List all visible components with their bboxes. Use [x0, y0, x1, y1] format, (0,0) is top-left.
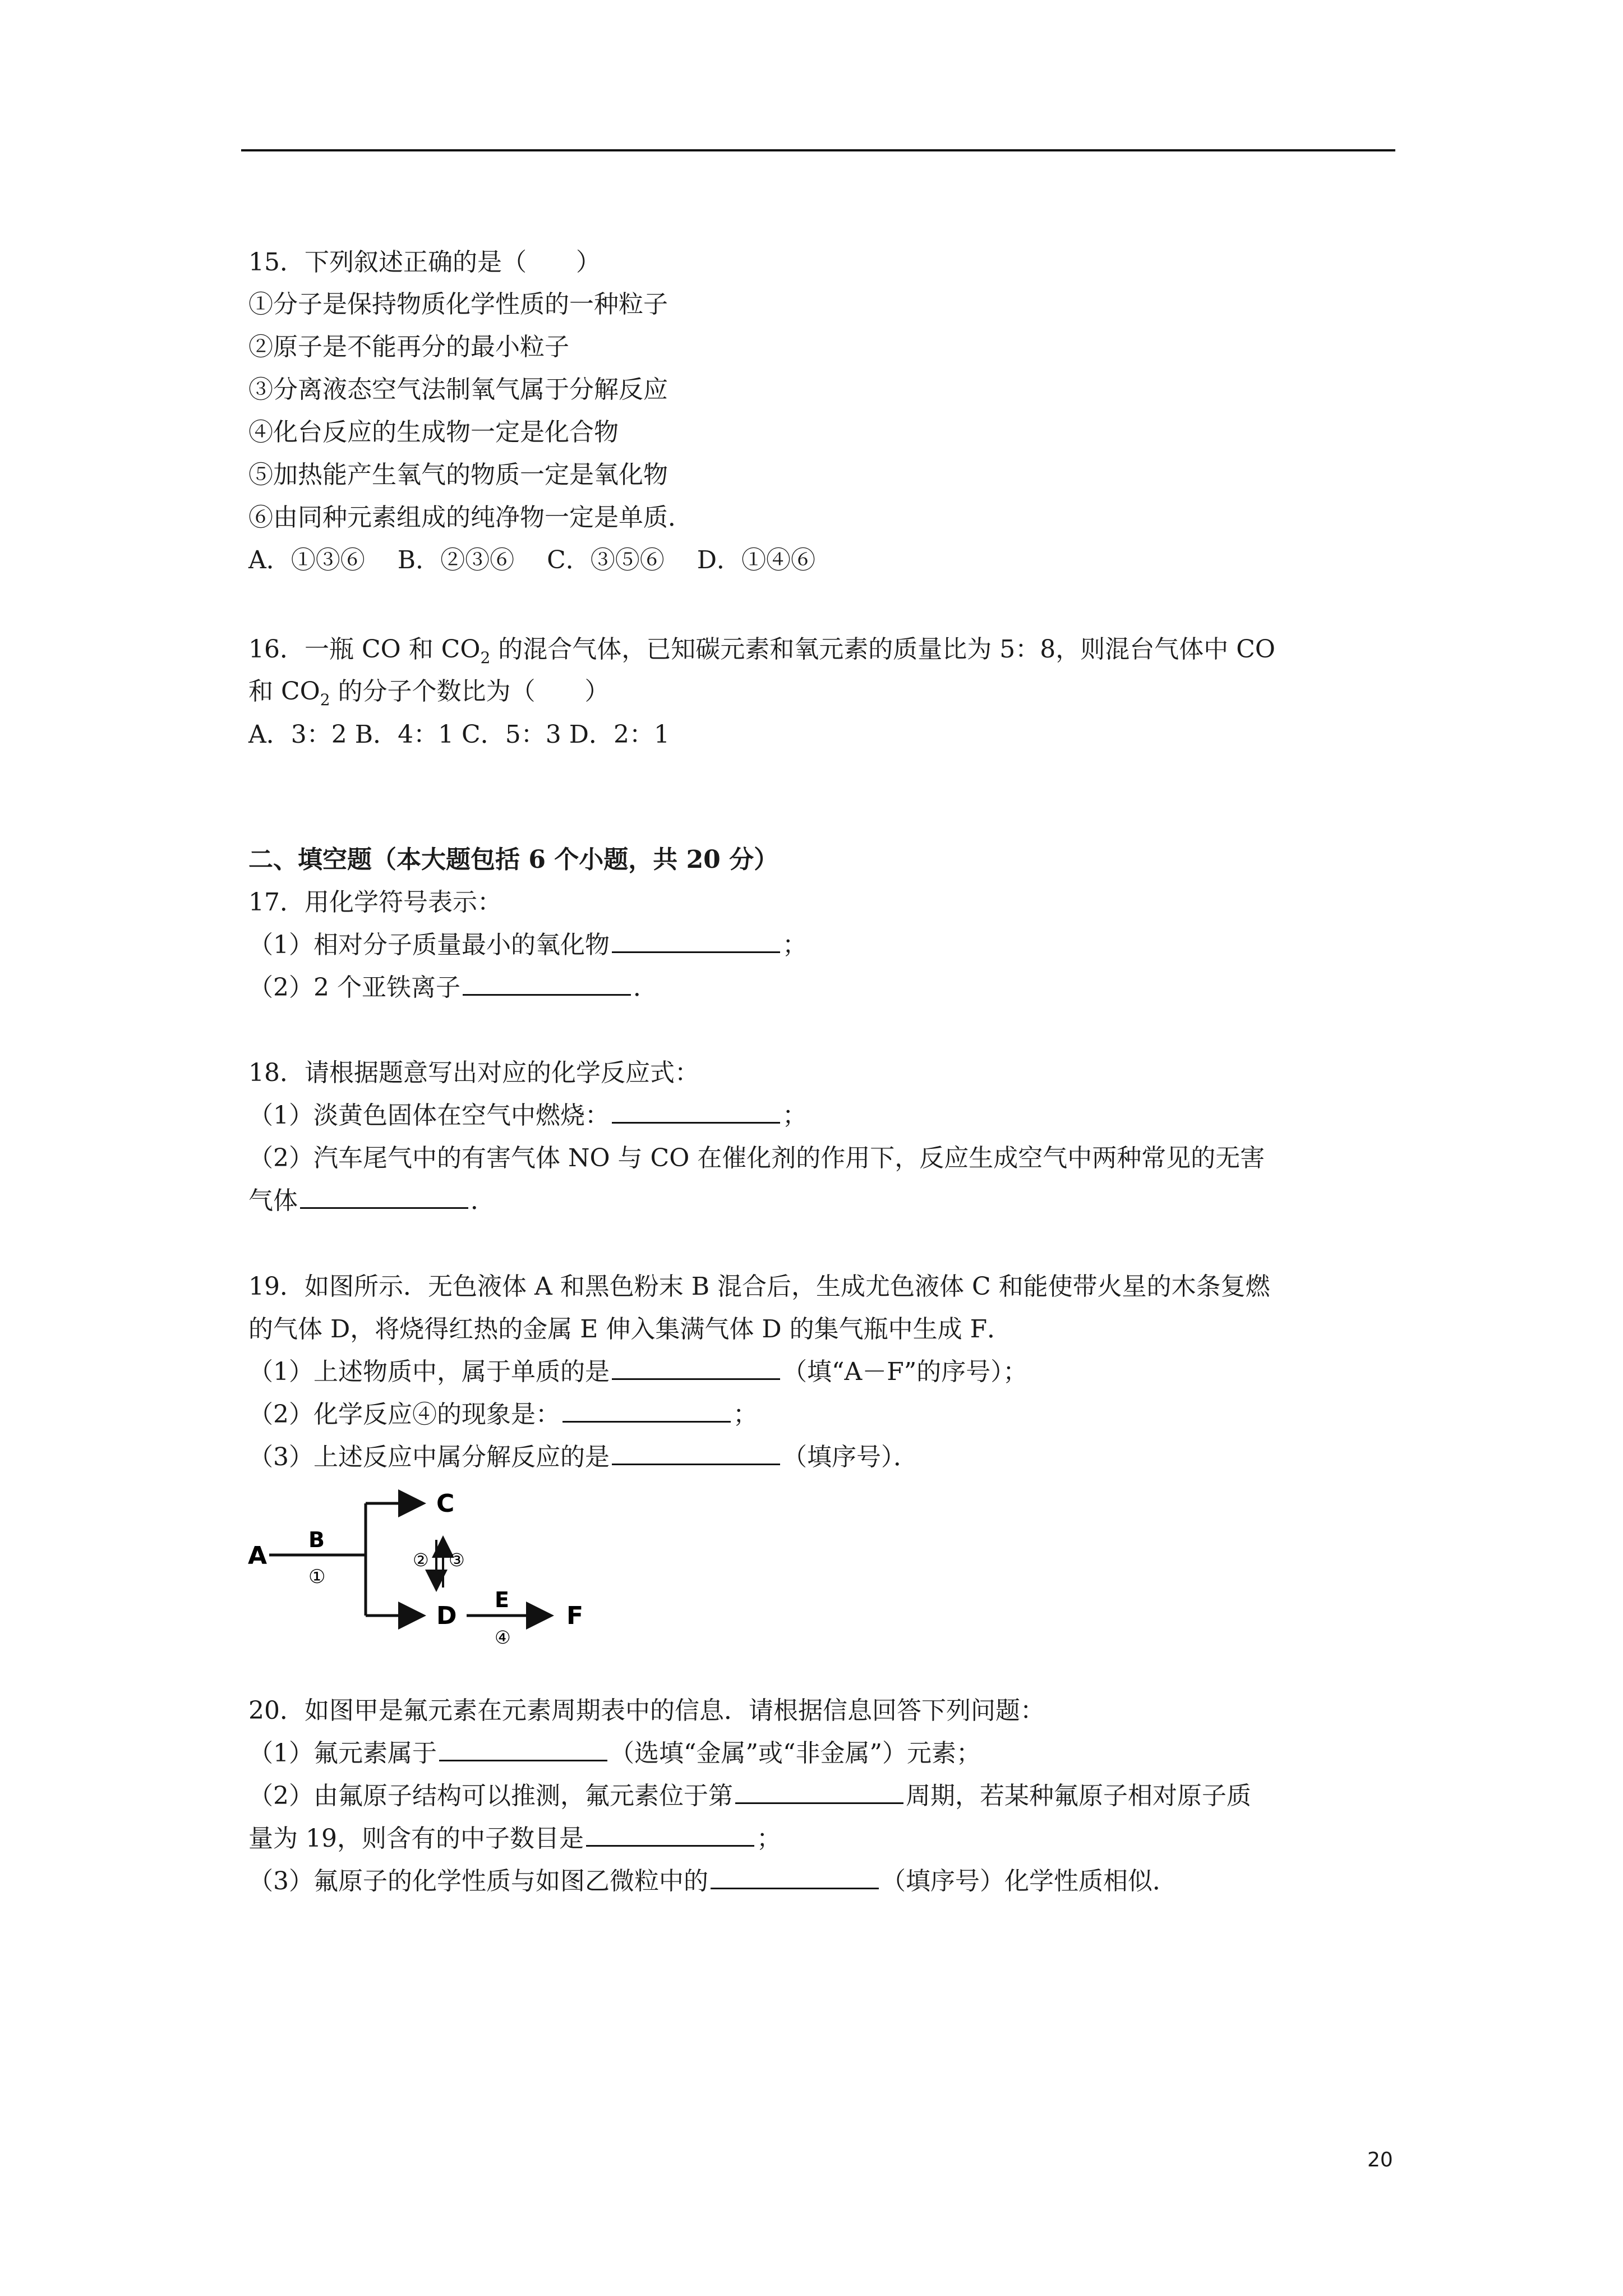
q20-p1-end: （选填“金属”或“非金属”）元素； — [610, 1739, 981, 1768]
q20-p1-text: （1）氟元素属于 — [248, 1739, 437, 1768]
q19-p1-text: （1）上述物质中，属于单质的是 — [248, 1358, 610, 1386]
q15-item-3: ③分离液态空气法制氧气属于分解反应 — [248, 375, 668, 404]
q18-p2-end: ． — [471, 1186, 495, 1215]
q19-p3-end: （填序号）． — [782, 1443, 918, 1471]
q18-p2b-text: 气体 — [248, 1186, 298, 1215]
q20-p3-end: （填序号）化学性质相似． — [881, 1867, 1177, 1895]
label-C: C — [436, 1489, 455, 1518]
q15-options: A．①③⑥ B．②③⑥ C．③⑤⑥ D．①④⑥ — [248, 546, 816, 574]
q19-p2-text: （2）化学反应④的现象是： — [248, 1400, 560, 1429]
q16-subscript: 2 — [480, 648, 491, 667]
answer-blank[interactable] — [562, 1398, 731, 1423]
q20-stem: 20．如图甲是氟元素在元素周期表中的信息．请根据信息回答下列问题： — [248, 1696, 1045, 1725]
answer-blank[interactable] — [300, 1185, 468, 1209]
q16-text-c: 和 CO — [248, 677, 320, 706]
q16-text-d: 的分子个数比为（ ） — [330, 677, 610, 706]
answer-blank[interactable] — [711, 1865, 879, 1889]
q18-part-2-cont — [248, 1184, 495, 1218]
answer-blank[interactable] — [612, 1356, 780, 1380]
q19-p2-end: ； — [733, 1400, 758, 1429]
q15-item-6: ⑥由同种元素组成的纯净物一定是单质． — [248, 503, 693, 532]
q18-p1-end: ； — [782, 1101, 807, 1130]
q20-part-3 — [248, 1865, 1177, 1898]
q16-options: A．3：2 B．4：1 C．5：3 D．2：1 — [248, 720, 670, 749]
header-rule — [241, 149, 1395, 151]
label-E: E — [495, 1588, 509, 1612]
label-D: D — [436, 1602, 457, 1630]
q17-part-1 — [248, 928, 807, 962]
answer-blank[interactable] — [612, 1099, 780, 1124]
section-2-heading: 二、填空题（本大题包括 6 个小题，共 20 分） — [248, 845, 779, 874]
answer-blank[interactable] — [586, 1823, 754, 1847]
q18-part-1 — [248, 1099, 807, 1133]
q20-part-2 — [248, 1779, 1251, 1813]
q20-p2b-text: 量为 19，则含有的中子数目是 — [248, 1824, 584, 1853]
answer-blank[interactable] — [612, 1441, 780, 1465]
q18-part-2: （2）汽车尾气中的有害气体 NO 与 CO 在催化剂的作用下，反应生成空气中两种常见的无害 — [248, 1144, 1265, 1172]
q16-text-a: 16．一瓶 CO 和 CO — [248, 635, 481, 664]
q16-line-1 — [248, 633, 1275, 675]
q20-p3-text: （3）氟原子的化学性质与如图乙微粒中的 — [248, 1867, 708, 1895]
label-reaction-3: ③ — [449, 1549, 465, 1571]
q17-p2-text: （2）2 个亚铁离子 — [248, 973, 460, 1002]
label-reaction-4: ④ — [495, 1627, 511, 1648]
q20-p2b-end: ； — [756, 1824, 781, 1853]
q17-p2-end: ． — [633, 973, 658, 1002]
q19-part-3 — [248, 1441, 918, 1474]
q19-p1-end: （填“A－F”的序号）； — [782, 1358, 1028, 1386]
q16-text-b: 的混合气体，已知碳元素和氧元素的质量比为 5：8，则混台气体中 CO — [490, 635, 1275, 664]
reaction-diagram — [241, 1487, 623, 1655]
label-reaction-2: ② — [413, 1549, 429, 1571]
label-reaction-1: ① — [308, 1566, 326, 1588]
answer-blank[interactable] — [463, 972, 631, 996]
q20-p2-end: 周期，若某种氟原子相对原子质 — [906, 1782, 1251, 1810]
q19-p3-text: （3）上述反应中属分解反应的是 — [248, 1443, 610, 1471]
q19-part-1 — [248, 1355, 1027, 1389]
q17-part-2 — [248, 971, 658, 1005]
q17-p1-text: （1）相对分子质量最小的氧化物 — [248, 931, 610, 959]
page-number: 20 — [1367, 2148, 1393, 2171]
label-A: A — [248, 1542, 268, 1570]
q16-subscript-2: 2 — [320, 690, 330, 709]
q18-p1-text: （1）淡黄色固体在空气中燃烧： — [248, 1101, 610, 1130]
q17-stem: 17．用化学符号表示： — [248, 888, 502, 917]
q19-line-1: 19．如图所示．无色液体 A 和黑色粉末 B 混合后，生成尤色液体 C 和能使带火星的木条复燃 — [248, 1272, 1270, 1301]
answer-blank[interactable] — [612, 929, 780, 953]
q15-item-4: ④化台反应的生成物一定是化合物 — [248, 418, 619, 447]
answer-blank[interactable] — [735, 1780, 903, 1804]
q17-p1-end: ； — [782, 931, 807, 959]
q20-part-1 — [248, 1737, 981, 1770]
q15-stem: 15．下列叙述正确的是（ ） — [248, 248, 601, 277]
q18-stem: 18．请根据题意写出对应的化学反应式： — [248, 1059, 699, 1087]
q19-part-2 — [248, 1398, 758, 1432]
q15-item-5: ⑤加热能产生氧气的物质一定是氧化物 — [248, 461, 668, 489]
q15-item-1: ①分子是保持物质化学性质的一种粒子 — [248, 290, 668, 319]
answer-blank[interactable] — [439, 1737, 607, 1761]
label-B: B — [308, 1527, 325, 1552]
q20-p2-text: （2）由氟原子结构可以推测，氟元素位于第 — [248, 1782, 733, 1810]
q15-item-2: ②原子是不能再分的最小粒子 — [248, 333, 569, 361]
q20-part-2-cont — [248, 1822, 781, 1856]
label-F: F — [566, 1602, 584, 1630]
q19-line-2: 的气体 D，将烧得红热的金属 E 伸入集满气体 D 的集气瓶中生成 F． — [248, 1315, 1012, 1343]
q16-line-2 — [248, 675, 610, 717]
